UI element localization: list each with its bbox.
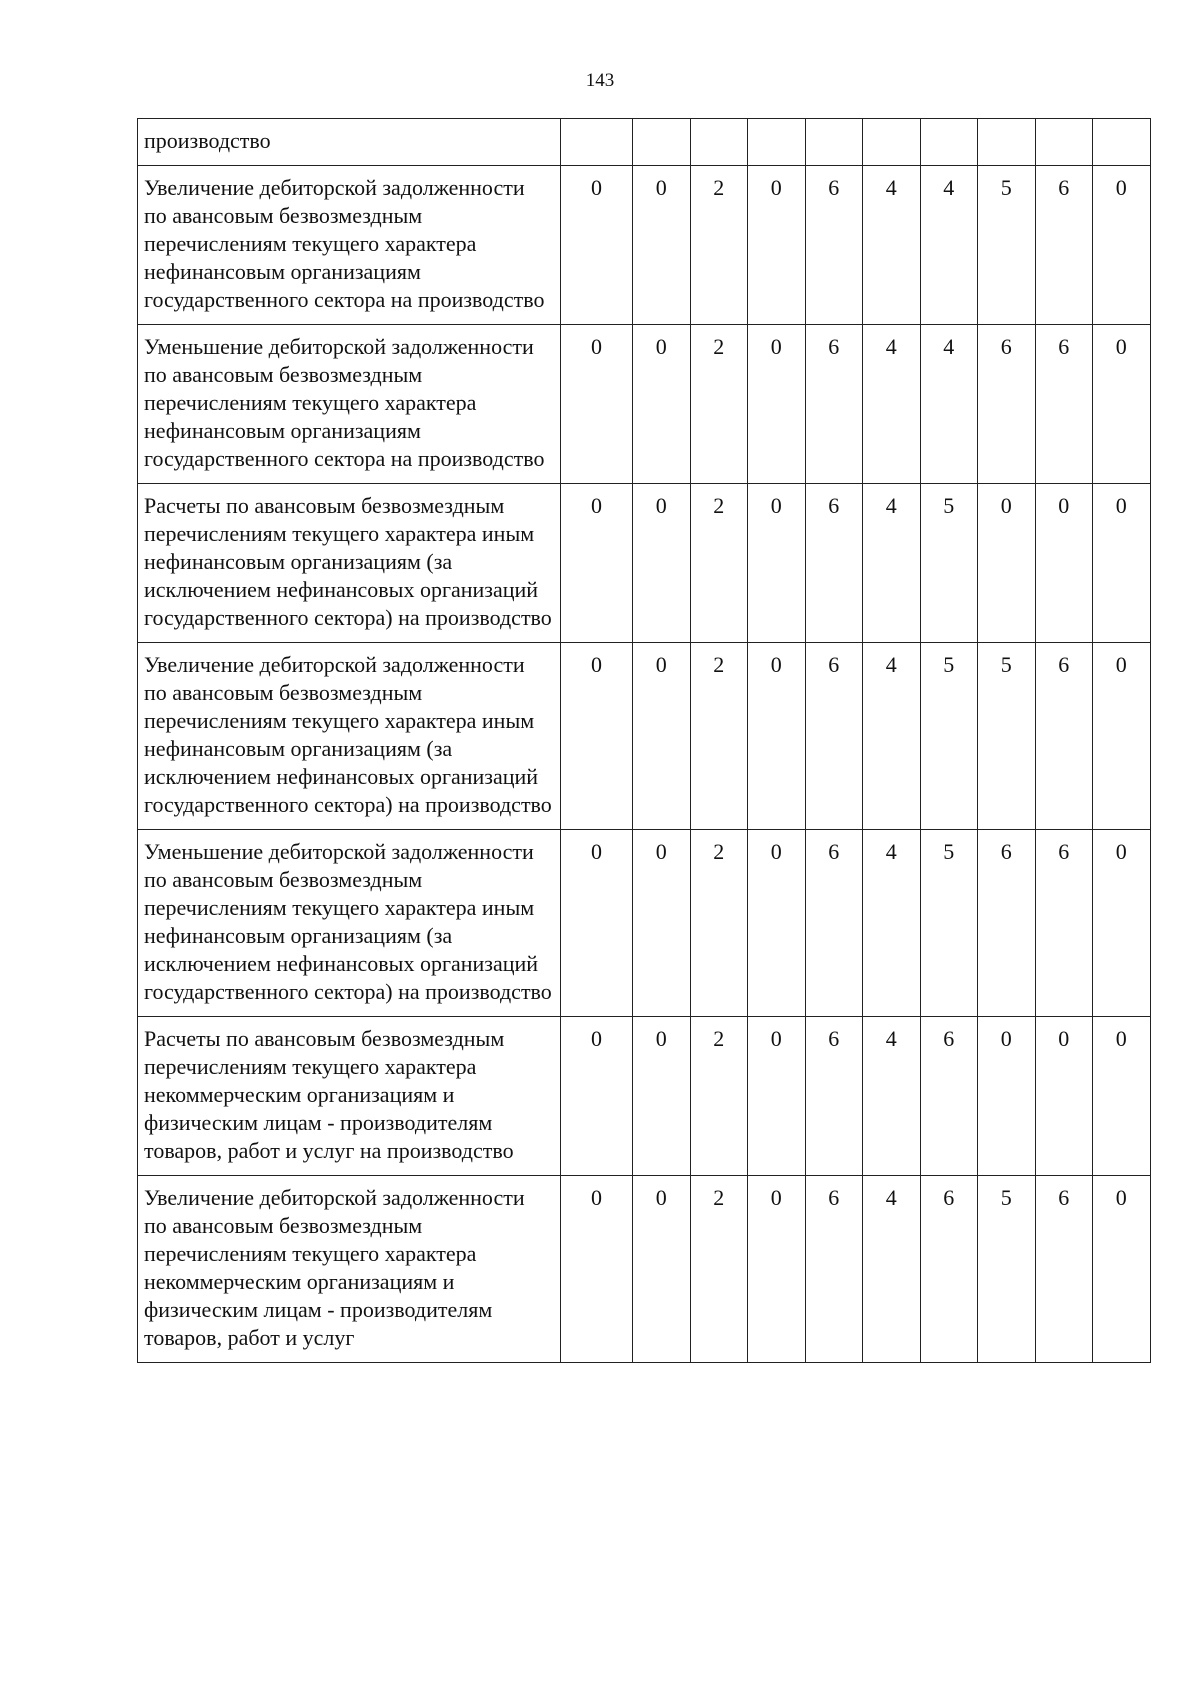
row-description: производство <box>138 119 561 166</box>
code-digit-cell: 2 <box>690 166 748 325</box>
table-row <box>138 119 1151 166</box>
code-digit-cell: 6 <box>978 830 1036 1017</box>
code-digit-cell: 6 <box>805 643 863 830</box>
code-digit-cell <box>633 119 691 166</box>
table-row <box>138 166 1151 325</box>
code-digit-cell: 4 <box>863 325 921 484</box>
code-digit-cell: 2 <box>690 325 748 484</box>
code-digit-cell: 0 <box>1093 830 1151 1017</box>
code-digit-cell: 0 <box>1035 1017 1093 1176</box>
code-digit-cell: 6 <box>805 325 863 484</box>
code-digit-cell: 0 <box>1093 1176 1151 1363</box>
code-digit-cell: 4 <box>863 1176 921 1363</box>
code-digit-cell: 5 <box>920 484 978 643</box>
code-digit-cell: 4 <box>863 166 921 325</box>
code-digit-cell: 0 <box>633 1017 691 1176</box>
table-row <box>138 1017 1151 1176</box>
code-digit-cell: 0 <box>561 1017 633 1176</box>
code-digit-cell: 0 <box>633 166 691 325</box>
code-digit-cell: 2 <box>690 1017 748 1176</box>
code-digit-cell: 6 <box>805 484 863 643</box>
code-digit-cell: 6 <box>805 1176 863 1363</box>
code-digit-cell: 0 <box>1093 643 1151 830</box>
code-digit-cell: 2 <box>690 484 748 643</box>
code-digit-cell: 0 <box>748 643 806 830</box>
code-digit-cell <box>561 119 633 166</box>
code-digit-cell: 4 <box>920 325 978 484</box>
code-digit-cell: 0 <box>561 484 633 643</box>
code-digit-cell: 0 <box>978 484 1036 643</box>
code-digit-cell: 6 <box>920 1176 978 1363</box>
table-row <box>138 484 1151 643</box>
code-digit-cell: 0 <box>633 830 691 1017</box>
code-digit-cell <box>748 119 806 166</box>
code-digit-cell: 6 <box>920 1017 978 1176</box>
code-digit-cell <box>1035 119 1093 166</box>
code-digit-cell: 0 <box>978 1017 1036 1176</box>
code-digit-cell: 6 <box>1035 643 1093 830</box>
code-digit-cell: 2 <box>690 830 748 1017</box>
code-digit-cell: 0 <box>633 325 691 484</box>
code-digit-cell: 0 <box>748 830 806 1017</box>
table-body <box>138 119 1151 1363</box>
table-row <box>138 1176 1151 1363</box>
code-digit-cell: 5 <box>978 643 1036 830</box>
code-digit-cell: 0 <box>1093 1017 1151 1176</box>
code-digit-cell: 0 <box>633 1176 691 1363</box>
table-row <box>138 830 1151 1017</box>
code-digit-cell: 6 <box>805 1017 863 1176</box>
code-digit-cell: 6 <box>1035 1176 1093 1363</box>
code-digit-cell: 4 <box>863 830 921 1017</box>
code-digit-cell: 2 <box>690 643 748 830</box>
code-digit-cell: 0 <box>748 166 806 325</box>
code-digit-cell: 5 <box>978 1176 1036 1363</box>
code-digit-cell: 6 <box>1035 830 1093 1017</box>
code-digit-cell: 0 <box>1093 484 1151 643</box>
page-number: 143 <box>585 70 615 91</box>
code-digit-cell: 0 <box>1093 166 1151 325</box>
code-digit-cell <box>1093 119 1151 166</box>
code-digit-cell: 0 <box>748 1017 806 1176</box>
row-description: Расчеты по авансовым безвозмездным перечислениям текущего характера иным нефинансовым организациям (за исключением нефинансовых организаций государственного сектора) на производство <box>138 484 561 643</box>
code-digit-cell <box>920 119 978 166</box>
code-digit-cell <box>690 119 748 166</box>
code-digit-cell <box>863 119 921 166</box>
row-description: Увеличение дебиторской задолженности по авансовым безвозмездным перечислениям текущего характера иным нефинансовым организациям (за исключением нефинансовых организаций государственного сектора) на производство <box>138 643 561 830</box>
code-digit-cell: 0 <box>748 1176 806 1363</box>
code-digit-cell: 6 <box>805 166 863 325</box>
row-description: Уменьшение дебиторской задолженности по авансовым безвозмездным перечислениям текущего характера иным нефинансовым организациям (за исключением нефинансовых организаций государственного сектора) на производство <box>138 830 561 1017</box>
code-digit-cell: 0 <box>561 830 633 1017</box>
code-digit-cell: 5 <box>978 166 1036 325</box>
table-row <box>138 325 1151 484</box>
code-digit-cell: 4 <box>863 484 921 643</box>
code-digit-cell: 5 <box>920 643 978 830</box>
code-digit-cell: 0 <box>1093 325 1151 484</box>
account-codes-table <box>137 118 1151 1363</box>
code-digit-cell: 6 <box>805 830 863 1017</box>
code-digit-cell: 0 <box>561 1176 633 1363</box>
code-digit-cell <box>978 119 1036 166</box>
row-description: Увеличение дебиторской задолженности по авансовым безвозмездным перечислениям текущего характера нефинансовым организациям государственного сектора на производство <box>138 166 561 325</box>
code-digit-cell: 0 <box>633 643 691 830</box>
code-digit-cell: 6 <box>978 325 1036 484</box>
code-digit-cell: 0 <box>1035 484 1093 643</box>
code-digit-cell: 6 <box>1035 166 1093 325</box>
code-digit-cell: 4 <box>863 643 921 830</box>
code-digit-cell: 0 <box>633 484 691 643</box>
code-digit-cell: 6 <box>1035 325 1093 484</box>
table-row <box>138 643 1151 830</box>
row-description: Расчеты по авансовым безвозмездным перечислениям текущего характера некоммерческим организациям и физическим лицам - производителям товаров, работ и услуг на производство <box>138 1017 561 1176</box>
code-digit-cell: 0 <box>748 325 806 484</box>
code-digit-cell: 0 <box>748 484 806 643</box>
row-description: Увеличение дебиторской задолженности по авансовым безвозмездным перечислениям текущего характера некоммерческим организациям и физическим лицам - производителям товаров, работ и услуг <box>138 1176 561 1363</box>
code-digit-cell: 4 <box>863 1017 921 1176</box>
code-digit-cell: 4 <box>920 166 978 325</box>
code-digit-cell <box>805 119 863 166</box>
code-digit-cell: 0 <box>561 325 633 484</box>
code-digit-cell: 2 <box>690 1176 748 1363</box>
code-digit-cell: 5 <box>920 830 978 1017</box>
code-digit-cell: 0 <box>561 166 633 325</box>
row-description: Уменьшение дебиторской задолженности по авансовым безвозмездным перечислениям текущего характера нефинансовым организациям государственного сектора на производство <box>138 325 561 484</box>
code-digit-cell: 0 <box>561 643 633 830</box>
